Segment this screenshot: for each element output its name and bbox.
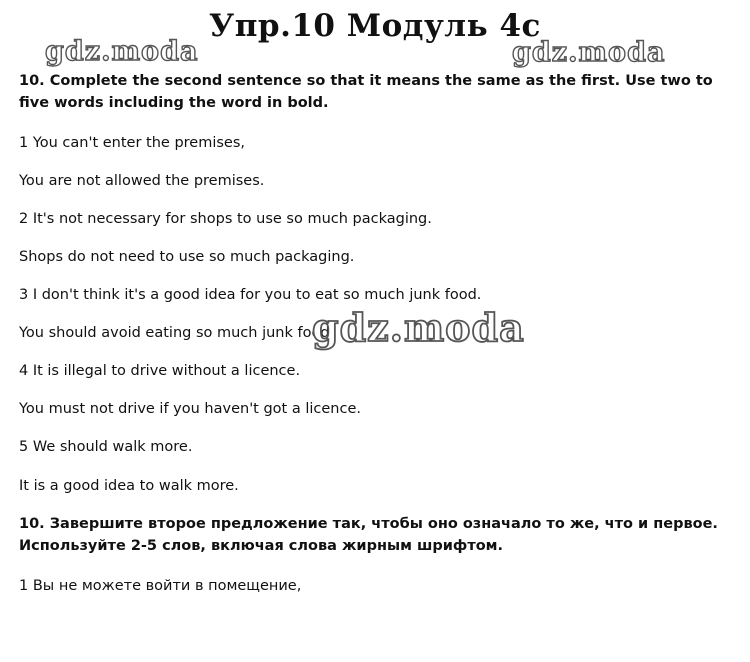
- sentence-line: You must not drive if you haven't got a licence.: [19, 401, 361, 417]
- sentence-line: 3 I don't think it's a good idea for you to eat so much junk food.: [19, 287, 482, 303]
- task-instruction-en: 10. Complete the second sentence so that it means the same as the first. Use two to five words including the word in bold.: [19, 73, 713, 111]
- page-title: Упр.10 Модуль 4с: [209, 8, 541, 44]
- sentence-line: 4 It is illegal to drive without a licence.: [19, 363, 301, 379]
- watermark-logo: gdz.moda: [45, 36, 199, 67]
- watermark-logo: gdz.moda: [512, 37, 666, 68]
- sentence-line: 1 Вы не можете войти в помещение,: [19, 578, 302, 594]
- sentence-line: You are not allowed the premises.: [19, 173, 265, 189]
- sentence-line: 5 We should walk more.: [19, 439, 193, 455]
- sentence-line: 2 It's not necessary for shops to use so much packaging.: [19, 211, 432, 227]
- sentence-line: Shops do not need to use so much packaging.: [19, 249, 355, 265]
- watermark-logo: gdz.moda: [312, 305, 525, 350]
- sentence-line: 1 You can't enter the premises,: [19, 135, 246, 151]
- task-instruction-ru: 10. Завершите второе предложение так, чтобы оно означало то же, что и первое. Используйте 2-5 слов, включая слова жирным шрифтом.: [19, 516, 718, 554]
- sentence-line: You should avoid eating so much junk food.: [19, 325, 335, 341]
- sentence-line: It is a good idea to walk more.: [19, 478, 239, 494]
